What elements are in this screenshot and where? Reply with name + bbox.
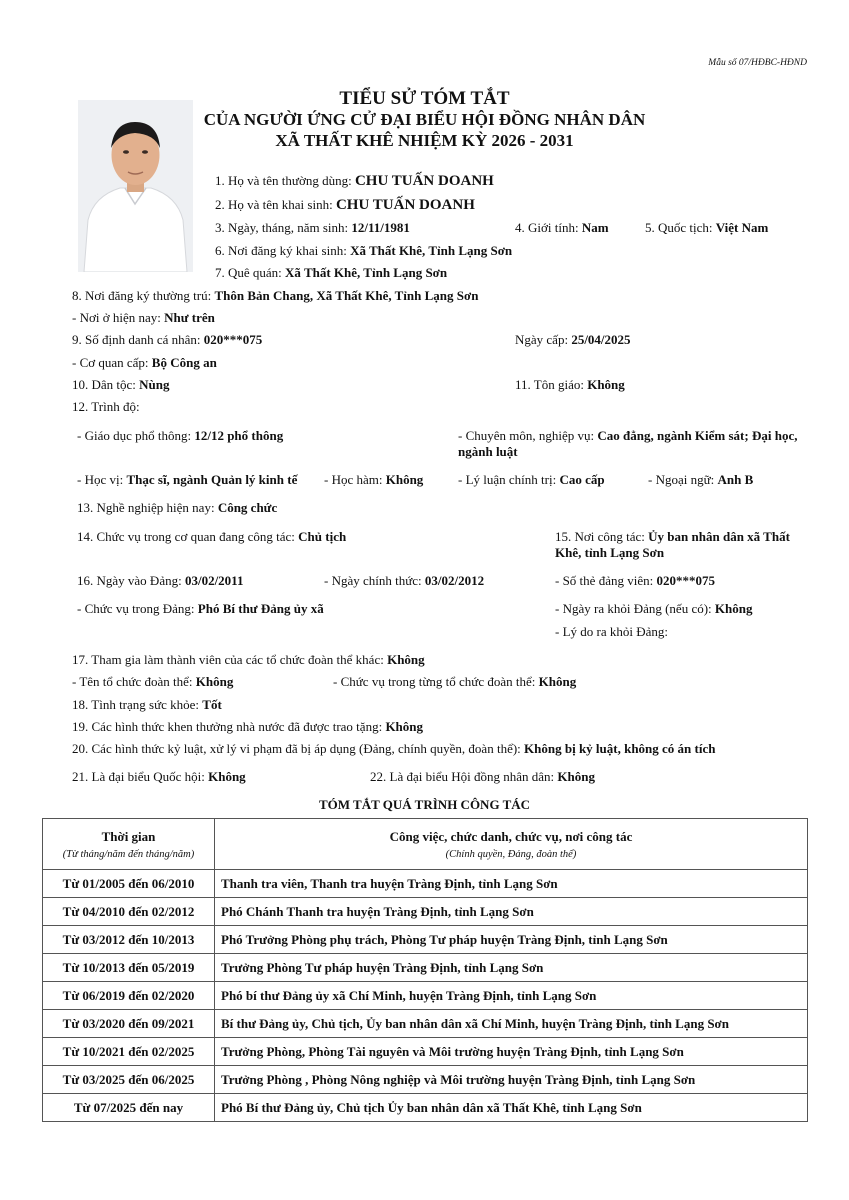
party-leave-date: - Ngày ra khỏi Đảng (nếu có): Không <box>555 601 753 616</box>
row-work: Trưởng Phòng Tư pháp huyện Tràng Định, tỉnh Lạng Sơn <box>215 954 808 982</box>
row-time: Từ 10/2013 đến 05/2019 <box>43 954 215 982</box>
row-time: Từ 10/2021 đến 02/2025 <box>43 1038 215 1066</box>
id-issue-date: Ngày cấp: 25/04/2025 <box>515 332 631 347</box>
other-organizations: 17. Tham gia làm thành viên của các tổ chức đoàn thể khác: Không <box>72 652 425 667</box>
table-row <box>43 1094 808 1122</box>
row-work: Phó bí thư Đảng ủy xã Chí Minh, huyện Tràng Định, tỉnh Lạng Sơn <box>215 982 808 1010</box>
row-work: Phó Bí thư Đảng ủy, Chủ tịch Ủy ban nhân dân xã Thất Khê, tỉnh Lạng Sơn <box>215 1094 808 1122</box>
row-time: Từ 04/2010 đến 02/2012 <box>43 898 215 926</box>
table-row <box>43 870 808 898</box>
party-leave-reason: - Lý do ra khỏi Đảng: <box>555 624 669 639</box>
row-time: Từ 07/2025 đến nay <box>43 1094 215 1122</box>
birth-registration-place: 6. Nơi đăng ký khai sinh: Xã Thất Khê, Tỉnh Lạng Sơn <box>215 243 513 258</box>
nationality: 5. Quốc tịch: Việt Nam <box>645 220 769 235</box>
row-time: Từ 03/2012 đến 10/2013 <box>43 926 215 954</box>
issuing-authority: - Cơ quan cấp: Bộ Công an <box>72 355 217 370</box>
document-term: XÃ THẤT KHÊ NHIỆM KỲ 2026 - 2031 <box>275 131 574 150</box>
candidate-photo <box>78 100 193 272</box>
row-work: Phó Trưởng Phòng phụ trách, Phòng Tư pháp huyện Tràng Định, tỉnh Lạng Sơn <box>215 926 808 954</box>
row-time: Từ 03/2020 đến 09/2021 <box>43 1010 215 1038</box>
health-status: 18. Tình trạng sức khỏe: Tốt <box>72 697 222 712</box>
political-theory: - Lý luận chính trị: Cao cấp <box>458 472 605 487</box>
party-card-number: - Số thẻ đảng viên: 020***075 <box>555 573 715 588</box>
national-assembly-deputy: 21. Là đại biểu Quốc hội: Không <box>72 769 246 784</box>
document-title: TIỂU SỬ TÓM TẮT <box>339 88 510 109</box>
professional-qualification: - Chuyên môn, nghiệp vụ: Cao đẳng, ngành Kiểm sát; Đại học, ngành luật <box>458 428 798 459</box>
career-table <box>42 818 808 1122</box>
organization-position: - Chức vụ trong từng tổ chức đoàn thể: Không <box>333 674 577 689</box>
career-table-header <box>43 819 808 870</box>
gender: 4. Giới tính: Nam <box>515 220 609 235</box>
table-row <box>43 1010 808 1038</box>
table-row <box>43 1038 808 1066</box>
career-section-title: TÓM TẮT QUÁ TRÌNH CÔNG TÁC <box>318 797 531 812</box>
table-row <box>43 982 808 1010</box>
personal-id-number: 9. Số định danh cá nhân: 020***075 <box>72 332 263 347</box>
date-of-birth: 3. Ngày, tháng, năm sinh: 12/11/1981 <box>215 220 410 235</box>
workplace: 15. Nơi công tác: Ủy ban nhân dân xã Thất Khê, tỉnh Lạng Sơn <box>555 529 790 560</box>
party-official-date: - Ngày chính thức: 03/02/2012 <box>324 573 485 588</box>
row-work: Phó Chánh Thanh tra huyện Tràng Định, tỉnh Lạng Sơn <box>215 898 808 926</box>
religion: 11. Tôn giáo: Không <box>515 377 625 392</box>
party-join-date: 16. Ngày vào Đảng: 03/02/2011 <box>77 573 244 588</box>
row-work: Bí thư Đảng ủy, Chủ tịch, Ủy ban nhân dân xã Chí Minh, huyện Tràng Định, tỉnh Lạng Sơn <box>215 1010 808 1038</box>
hometown: 7. Quê quán: Xã Thất Khê, Tỉnh Lạng Sơn <box>215 265 448 280</box>
birth-name: 2. Họ và tên khai sinh: CHU TUẤN DOANH <box>215 197 475 213</box>
current-residence: - Nơi ở hiện nay: Như trên <box>72 310 215 325</box>
work-column-header: Công việc, chức danh, chức vụ, nơi công tác (Chính quyền, Đảng, đoàn thể) <box>215 819 808 870</box>
ethnicity: 10. Dân tộc: Nùng <box>72 377 170 392</box>
current-occupation: 13. Nghề nghiệp hiện nay: Công chức <box>77 500 278 515</box>
row-time: Từ 03/2025 đến 06/2025 <box>43 1066 215 1094</box>
table-row <box>43 926 808 954</box>
form-number: Mẫu số 07/HĐBC-HĐND <box>708 58 807 68</box>
table-row <box>43 954 808 982</box>
time-column-header: Thời gian (Từ tháng/năm đến tháng/năm) <box>43 819 215 870</box>
academic-degree: - Học vị: Thạc sĩ, ngành Quản lý kinh tế <box>77 472 298 487</box>
foreign-language: - Ngoại ngữ: Anh B <box>648 472 754 487</box>
table-row <box>43 898 808 926</box>
table-row <box>43 1066 808 1094</box>
row-work: Thanh tra viên, Thanh tra huyện Tràng Định, tỉnh Lạng Sơn <box>215 870 808 898</box>
document-subtitle: CỦA NGƯỜI ỨNG CỬ ĐẠI BIỂU HỘI ĐỒNG NHÂN DÂN <box>203 110 646 129</box>
general-education: - Giáo dục phổ thông: 12/12 phổ thông <box>77 428 284 443</box>
party-position: - Chức vụ trong Đảng: Phó Bí thư Đảng ủy xã <box>77 601 324 616</box>
row-time: Từ 01/2005 đến 06/2010 <box>43 870 215 898</box>
academic-title: - Học hàm: Không <box>324 472 424 487</box>
row-work: Trưởng Phòng , Phòng Nông nghiệp và Môi trường huyện Tràng Định, tỉnh Lạng Sơn <box>215 1066 808 1094</box>
organization-name: - Tên tổ chức đoàn thể: Không <box>72 674 234 689</box>
permanent-residence: 8. Nơi đăng ký thường trú: Thôn Bản Chang, Xã Thất Khê, Tỉnh Lạng Sơn <box>72 288 479 303</box>
row-work: Trưởng Phòng, Phòng Tài nguyên và Môi trường huyện Tràng Định, tỉnh Lạng Sơn <box>215 1038 808 1066</box>
current-position: 14. Chức vụ trong cơ quan đang công tác: Chủ tịch <box>77 529 347 544</box>
disciplinary-records: 20. Các hình thức kỷ luật, xử lý vi phạm đã bị áp dụng (Đảng, chính quyền, đoàn thể): Không bị kỷ luật, không có án tích <box>72 741 716 756</box>
qualifications-heading: 12. Trình độ: <box>72 399 140 414</box>
common-name: 1. Họ và tên thường dùng: CHU TUẤN DOANH <box>215 173 494 189</box>
row-time: Từ 06/2019 đến 02/2020 <box>43 982 215 1010</box>
peoples-council-deputy: 22. Là đại biểu Hội đồng nhân dân: Không <box>370 769 595 784</box>
state-awards: 19. Các hình thức khen thưởng nhà nước đã được trao tặng: Không <box>72 719 424 734</box>
